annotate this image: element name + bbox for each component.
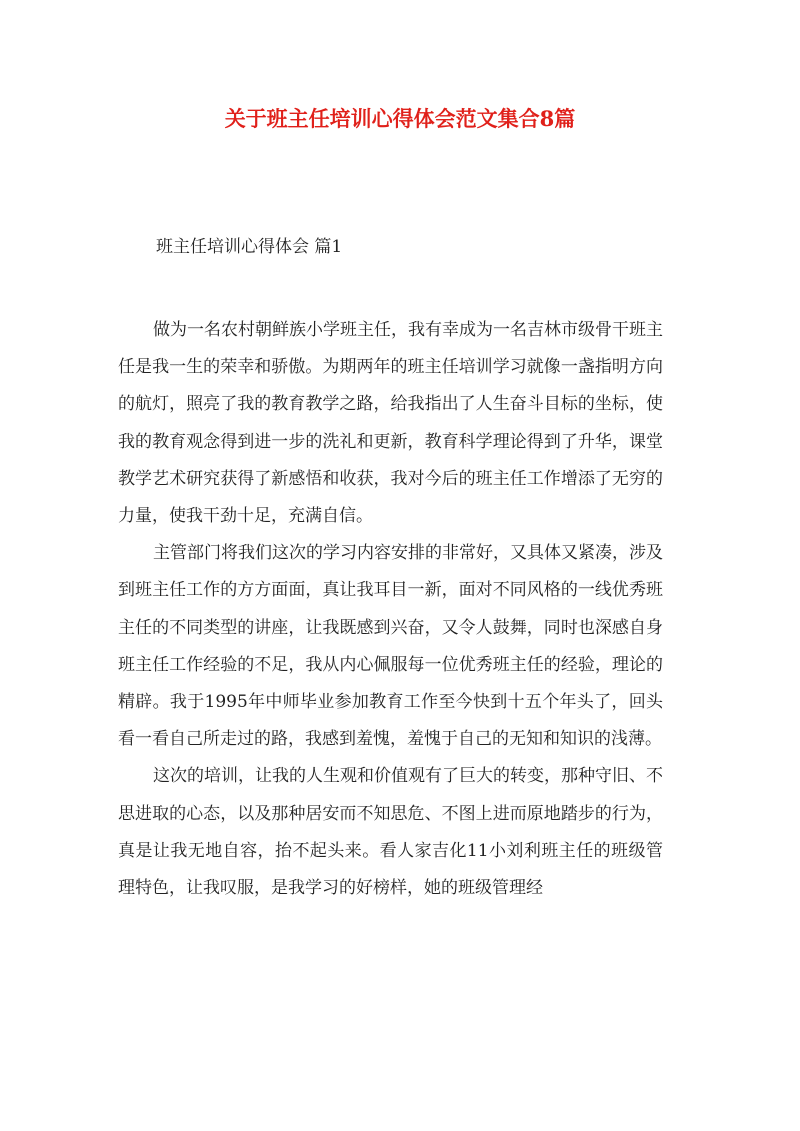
body-paragraph: 做为一名农村朝鲜族小学班主任，我有幸成为一名吉林市级骨干班主任是我一生的荣幸和骄傲。为期两年的班主任培训学习就像一盏指明方向的航灯，照亮了我的教育教学之路，给我指出了人生奋斗目标的坐标，使我的教育观念得到进一步的洗礼和更新，教育科学理论得到了升华，课堂教学艺术研究获得了新感悟和收获，我对今后的班主任工作增添了无穷的力量，使我干劲十足，充满自信。 bbox=[118, 320, 663, 527]
body-paragraph: 主管部门将我们这次的学习内容安排的非常好，又具体又紧凑，涉及到班主任工作的方方面面，真让我耳目一新，面对不同风格的一线优秀班主任的不同类型的讲座，让我既感到兴奋，又令人鼓舞，同时也深感自身班主任工作经验的不足，我从内心佩服每一位优秀班主任的经验，理论的精辟。我于1995年中师毕业参加教育工作至今快到十五个年头了，回头看一看自己所走过的路，我感到羞愧，羞愧于自己的无知和知识的浅薄。 bbox=[118, 543, 663, 750]
section-heading: 班主任培训心得体会 篇1 bbox=[156, 237, 343, 257]
document-title: 关于班主任培训心得体会范文集合8篇 bbox=[224, 106, 576, 131]
document-body bbox=[118, 312, 663, 907]
body-paragraph: 这次的培训，让我的人生观和价值观有了巨大的转变，那种守旧、不思进取的心态，以及那种居安而不知思危、不图上进而原地踏步的行为，真是让我无地自容，抬不起头来。看人家吉化11小刘利班主任的班级管理特色，让我叹服，是我学习的好榜样，她的班级管理经 bbox=[118, 766, 663, 899]
